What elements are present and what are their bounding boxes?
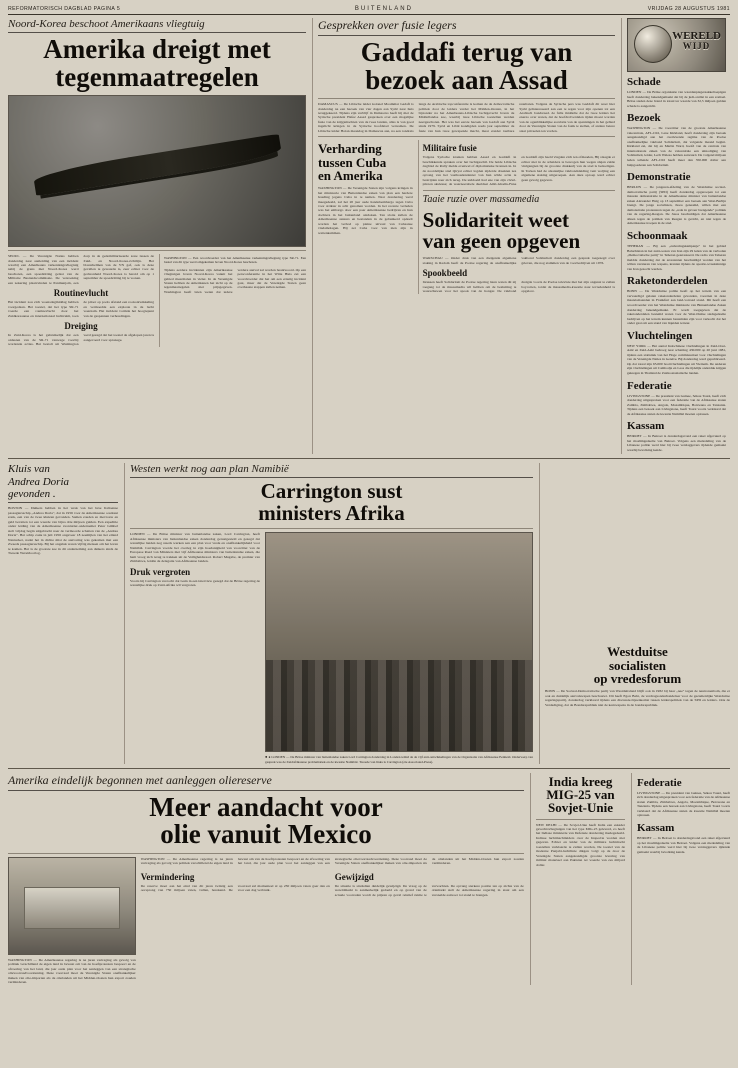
brief-title-5: Vluchtelingen: [627, 329, 693, 342]
carrington-line-1: Carrington sust: [260, 479, 403, 504]
spy-plane-photo: [8, 95, 306, 247]
wereldwijd-logo-text: WERELD WIJD: [672, 30, 721, 51]
globe-icon: [634, 25, 672, 63]
brief-text-0: LONDEN — De Britse organisatie van waardenpiegeraakkeltoepigen heeft donderdag bekendgemaakt dat bij de judi-onrlist in een zomaal. Britse steden deze brand in totaal ter waarde van 32,5 miljoen gulden schade is aangericht.: [627, 90, 726, 108]
carrington-body-2: Voorts hij Carrington verzocht dat Guin in een interview gezegd dat de Britse regering de westelijke druk op Zuid-Afrika wil vergroten.: [130, 578, 260, 587]
brief-title-1: Bezoek: [627, 112, 661, 125]
article-spy-plane: [8, 18, 306, 454]
westduitse-line-2: socialisten: [608, 657, 667, 673]
headline-gaddafi-line-1: Gaddafi terug van: [360, 37, 573, 67]
olie-line-1: Meer aandacht voor: [149, 791, 383, 822]
westduitse-line-3: op vredesforum: [593, 670, 682, 686]
subhead-druk-vergroten: Druk vergroten: [130, 566, 191, 577]
spy-plane-caption: WASHINGTON — Een woordvoerder van het Amerikaanse verkenningsvliegtuig type SR-71. Een bestel van dit type werd omgekomen boven Noord-Korea beschoten.: [164, 256, 306, 265]
kluis-line-3: gevonden .: [8, 488, 56, 501]
article-india-mig: [530, 773, 625, 985]
india-line-2: MIG-25 van: [546, 787, 615, 802]
brief-text-6-dup: LIVINGSTONE — De president van Guinee, Sékou Touré, heeft zich donderdag uitgesproken voor een federatie van de Afrikaanse staten Zambia, Zimbabwe, Angola, Mozambique, Botswana en Tanzania. Tijdens een bezoek aan Livingstone, heeft Touré voorts verklaard dat de Afrikaanse staten de kwestie Namibië moeten oplossen.: [637, 790, 730, 818]
wereldwijd-logo: [627, 18, 726, 72]
brief-text-3: TEHERAN — Bij een „zuiveringskampanje" in het gebied Baluchistan in het zuid-oosten van Iran zijn 29 leden van de verboden „Democratische partij" in Teheran gearresteerd. De radio van Teheran meldde donderdag dat de arrestanten beschuldigd worden van het willen versturen van wapens, kranten tijdens de apostle-wraakzinnige van Iran gezocht werden.: [627, 244, 726, 271]
oliereserve-body-2: De reserve moet aan het eind van dit jaren twintig een oorsprong van 750 miljoen vaten, vullen, berekend. De voorraad zal momenteel al op 230 miljoen vaten gaar dan en voor een dag verbruik.: [140, 883, 330, 893]
kicker-solidariteit: Taaie ruzie over massamedia: [422, 193, 540, 205]
brief-text-1: WASHINGTON — De voorzitter van de grootste Amerikaanse vakcentrale, AFL-CIO, Lane Kirkland, heeft donderdag zijn bezoek aangekondigd aan het overlevende regime van de Poolse onafhankelijke vakbond Solidariteit, dat volgende maand begint. Kirkland zei, dat hij en Martin Ward, hoofd van de centrale van internationale zaken van de vakcentrale een uitnodiging van Solidariteit, leider, Lech Walesa hebben aanvaard. De volgend miljoen leden tellende AFL-CIO heeft meer dan 350.000 dollar aan hulpgoederen aan Solidariteit.: [627, 126, 726, 167]
oliereserve-body: WASHINGTON — De Amerikaanse regering is na jaren vertraging als gevolg van politiek verschillend de eigen land in bewust om van de hoeftprotesten bespoort en de afvoering van het land, die jaar oude plan voor het aanleggen van een strategische olievoorraadvoorziening. Deze voorraad moet de Verenigde Staten onafhankelijker maken van olie-importen als de olielanden uit het Midden-Oosten hun export zouden verminderen.: [8, 957, 136, 985]
brief-text-7: BEIROET — In Beiroet is donderdagavond een raket afgevuurd op het moslimgedeelte van Beiroet. Volgens een mededeling van de Libanese politie werd hier bij twee verslaggevers tijdende gemaakt waarbij bevolking kende.: [627, 434, 726, 452]
masthead-date: VRIJDAG 28 AUGUSTUS 1981: [647, 6, 730, 12]
bottom-block: [8, 773, 730, 985]
carrington-photo-caption: ● ● LONDEN — De Britse minister van buitenlandse zaken Lord Carrington donderdag in Londen temid de de vijf anti-ontwikkelingen van de Organisatie van Afrikaanse Eenheid. Onderwerp van gesprek was de Zuidafrikaanse problematiek en de kwestie Namibië. Tweede van links is Carrington (zie Associated-Press).: [265, 754, 533, 764]
white-house-photo: [8, 857, 136, 955]
westduitse-line-1: Westduitse: [607, 644, 668, 660]
andrea-doria-body: BOSTON — Duikers hebben in het wrak van het luxe Italiaanse passagiersschip „Andrea Doria", dat in 1956 voor de Amerikaanse oostkust zonk, een van de twee kluizen gevonden. Samen zouden ze mevrouw en geld bevatten tot een waarde van bijna drie miljoen gulden. Een expeditie onder leiding van de Amerikaanse avonturier-ondernemer Peter Gimbel stelt vrijdag begin uitgebracht naar de vermoorde schatten van de „Andrea Doria". Het schip zonk in juli 1956 ongeveer 18 zeemijlen van het eiland Nantucket, nadat het in dichte mist de aanvaring was gekomen met een Zweeds passagiersschip. Bij het ongeluk waren vijftig mensen om het leven te komen. Het is de grootste zee in dit onderneming aan duikers sinds de Tweede Wereldoorlog.: [8, 506, 118, 556]
kluis-line-1: Kluis van: [8, 463, 50, 476]
brief-title-7: Kassam: [627, 420, 665, 433]
kicker-spy-plane: Noord-Korea beschoot Amerikaans vliegtuig: [8, 18, 306, 33]
top-block: [8, 18, 730, 454]
gaddafi-body-2: Volgens Syrische kranten hebben Assad en Gaddafi in beschikkende spraken over het luchtgeschil. De beide Libische dagblad de Rally melde evenwel of diplomatieke bronnen in. In de noordelijke stad Qiryat echter logden zijderde draakten zes opvang van het vasthoudendenter van hun wilde actie te bestrijden naar zich terug. De uiddoeld had ene van zijn civiel-piloten aksleuse; de waarneerabele dueldaat Amb-Ghadis-Fnne en Gaddafi zijn beeld vlagden zich ten ofmaaden, Hij slaagde er echter niet in de arbeiders te bewogen hun wegen slujen zulde vinlgangien bij de grootste drukkerij van de stad is bedoeligen. In Torken had de alsanteljke vakbondsleiding vent woljing een algemene staking uitgeroepen. Aan deze oproep werd echter geen gevolg gegeven.: [422, 155, 615, 187]
brief-title-6: Federatie: [627, 379, 672, 392]
solidariteit-body: WARSCHAU — Onder druk van een dreigende algemene staking in Radom heeft de Poolse regering de onafhankelijke vakbond Solidariteit donderdag een gesprek toegezegd over grieven, die nog stammen van de voorbedrijven uit 1976.: [422, 256, 615, 265]
briefs-list: [627, 76, 726, 452]
brief-title-6-dup: Federatie: [637, 776, 682, 789]
subhead-routinevlucht: Routinevlucht: [53, 288, 109, 299]
headline-oliereserve: [8, 791, 524, 850]
headline-india: [536, 775, 625, 815]
gaddafi-body: DAMASCUS — De Libische leider kolonel Moammar Gadafi is donderdag na een bezoek van vier dagen aan Syrië naar huis teruggekeerd. Tijdens zijn verblijf in Damascus heeft hij met de Syrische president Hafez Assad gesproken over een mogelijke fusie van de krijgsmachten van de twee landen, alles is van goed ingelicht kringen in de Syrische hoofdstad vernomen. De Libische leider Hoian maandag in Damascus aan, na een rondreis langs de Arabische topconferentie is komen de de democratische politiek door de leiders verder het Midden-Oosten, in het bijzonder na het Amerikaans-Libische luchtgevecht boven de Middellandse zee, waarbij twee Libische toestellen werden neergeschoten. Het was het eerste bezoek van Gadafi aan Syrië sinds 1979. Syrië en Libië kondigden reeds jaar september de fusie van hun twee gewapende macht, maar zonder tastbare resultaten. Volgens de Syrische pers was Gaddafi dit weer hier Syrië geïnteresseerd aan een te regen voor zijn openen tot een Arabisch bondsraad. de fulle middelte dat de twee leiders het enerzo over waren, dat de hoofdrolverdelen tijden moest worden van de ogenblikkelijke escalatie van de spanningen in het gebied door de Verenigde Staten van de fasik te stellen, of andere betere staat priveelen ten vorden.: [318, 102, 615, 133]
middle-block: [8, 463, 730, 763]
india-line-3: Sovjet-Unie: [548, 800, 613, 816]
article-carrington: [124, 463, 533, 763]
subhead-militaire-fusie: Militaire fusie: [422, 143, 477, 154]
subhead-spookbeeld: Spookbeeld: [422, 268, 468, 279]
olie-line-2: olie vanuit Mexico: [160, 819, 372, 850]
oliereserve-body-extra: WASHINGTON — De Amerikaanse regering is na jaren vertraging als gevolg van politiek verschillend de eigen land in bewust om van de hoeftprotesten bespoort en de afvoering van het land, die jaar oude plan voor het aanleggen van een strategische olievoorraadvoorziening. Deze voorraad moet de Verenigde Staten onafhankelijker maken van olie-importen als de olielanden uit het Midden-Oosten hun export zouden verminderen.: [140, 856, 524, 866]
headline-line-1: Amerika dreigt met: [43, 34, 271, 64]
spy-plane-body-2: Het incident zou zich woensdagmiddag hebben voorgedaan. Het toestel, dat het type SR-71 voerde een routinevlucht door het Zuidkoreaanse en internationaal luchtruim, toen de piloot op pools afstand een rookontwikkeling en vermoedde een explosie in de lucht waarnam. Het incident vormde het hoogtepunt van de gespannen verhoudingen.: [8, 300, 154, 318]
india-body: NEW DELHI — De Sovjet-Unie heeft India een eskader gevechtsvliegtuigen van het type MIG-25 geleverd, zo heeft het Indiase ministerie van Defensie donderdag medegedeeld. Indiase luchtmachtleiders over de Inspectie worden niet gegeven. Echter en leider van de militaire luchtmacht toestellen verklaarde te zullen worden, De toestel van de moderne Panjabi-luchtlinie dikgen volgt op de door de Verenigde Staten aangekondigde grootste levering van militair materieel aan Pakistan ter waarde van zes miljard dollar.: [536, 822, 625, 867]
brief-title-2: Demonstratie: [627, 171, 691, 184]
masthead: [8, 6, 730, 15]
headline-gaddafi: [318, 39, 615, 94]
spy-plane-body: SEOUL — De Verenigde Naties hebben donderdag naar aanleiding van een incident waarbij een Amerikaans verkenningsvliegtuig nabij de grens met Noord-Korea werd beschoten, een spoedzitting gelast van de Militaire Bestandscommissie. De verzoeking een zekering plaatsvinden te Panmunjom, een dorp in de gedemilitariseerde zone tussen de Zuid- en Noord-Korea-richtlijn. Het blauwhelmen van de VN gaf, ook is deze gevallen te gewaarde is, zeer echter voor de gedwonheid Noord-Korea is beroid om op 1 september de spoedzitting bij te wonen.: [8, 254, 154, 285]
carrington-line-2: ministers Afrika: [258, 500, 405, 525]
brief-title-7-dup: Kassam: [637, 822, 675, 835]
headline-westduitse: [545, 645, 730, 685]
bottom-briefs-column: [631, 773, 730, 985]
article-gaddafi: [312, 18, 615, 454]
subhead-vermindering: Vermindering: [140, 871, 195, 882]
oliereserve-body-3: De situatie is sindsdien duidelijk gewijzigd. De vraag op de wereldmarkt is aanmerkelijk gedaald en op grond van de actuele voorraden wordt de prijzen op geval relatief ruime te verwachten. De opvang sterkere positie ten op zichte van de oliemarkt stelt de Amerikaanse regering in staat om een versnelde aanvoer tot stand te brengen.: [334, 883, 524, 897]
solidariteit-body-2: Intussen heeft Solidariteit de Poolse regering laten weten dit zij toegang tot de massamedia wil hebben om de besluiting te waarschuwen voor het spook van de honger. De vakbond dreigde voorts de Poolse televisie met het zijn ongunst te zullen boycotten, totdat de massamedia-kwestie naar tevredenheid is opgelost.: [422, 280, 615, 294]
article-oliereserve: [8, 773, 524, 985]
brief-title-3: Schoonmaak: [627, 230, 688, 243]
india-line-1: India kreeg: [548, 773, 613, 789]
masthead-section: BUITENLAND: [354, 6, 413, 12]
brief-text-2: BERLIJN — De jongeren-afdeling van de Westduitse sociaal-democratische partij (SPD) heeft donderdag opgeroepen tot een massale demonstratie in de Amerikaanse minister van buitenlandse zaken Alexander Haig op 13 september een bezoek aan West-Berlijn brengt. De jonge socialisten, Jusos genaamd, willen met een demonstratie protesteren tegen de „rede in gevaar brengende" politiek van de regering-Reagan. De Jusos beschuldigen dat Amerikaanse alleen tegen de politiek van Reagan is gericht, en niet tegen de Amerikaanse troepen in de stad.: [627, 185, 726, 226]
kicker-oliereserve: Amerika eindelijk begonnen met aanleggen oliereserve: [8, 773, 524, 791]
carrington-meeting-photo: [265, 532, 533, 752]
article-westduitse: [539, 463, 730, 763]
headline-carrington: [130, 481, 533, 524]
kicker-carrington: Westen werkt nog aan plan Namibië: [130, 463, 533, 478]
kluis-line-2: Andrea Doria: [8, 475, 70, 488]
headline-gaddafi-line-2: bezoek aan Assad: [365, 64, 568, 95]
spy-plane-body-4: Tijdens eerdere incidenten zijn Amerikaanse vliegtuigen boven Noord-Korea vanuit het gebied meermalen in vizier. In de Verenigde Staten hebben de Amerikanen het zicht op de tegenmaatregelen niet prijsgegeven. Washington heeft laten weten dat iedere verdere aanval zal worden beantwoord. Op een persconferentie in het Witte Huis zei een woordvoerder dat het om een ernstig incident gaat, maar dat de Verenigde Staten geen overhaaste stappen zullen nemen.: [164, 267, 306, 294]
verharding-line-2: tussen Cuba: [318, 154, 387, 170]
headline-verharding: [318, 142, 413, 182]
brief-title-0: Schade: [627, 76, 661, 88]
headline-spy-plane: [8, 36, 306, 91]
spy-plane-body-3: In Zuid-Korea is het gebruikelijk dat een onlusten van de SR-71 vanwege voorbij wordende acties. Het bestolt uit Washington werd gezegd dat het toestel de afgelopen jaren is aangevoerd voor spionage.: [8, 333, 154, 347]
masthead-left: REFORMATORISCH DAGBLAD PAGINA 5: [8, 6, 121, 12]
article-andrea-doria: [8, 463, 118, 763]
carrington-body: LONDEN — De Britse minister van buitenlandse zaken, Lord Carrington, heeft Afrikaanse ministers van buitenlandse zaken donderdag gerustgesteld en gezegd dat westelijke landen nog steeds werken aan een plan voor vrede en onafhankelijkheid voor Namibië. Carrington voerde het overleg in zijn hoedanigheid van voorzitter van de Europese Raad van Ministers met vijf Afrikaanse ministers van buitenlandse zaken, die hem vroeg zich terug te trekken uit de Veiligheidsraad. Robert Mugabe, de premier van Zimbabwe, leidde de delegatie van Afrikaanse landen.: [130, 532, 260, 564]
brief-text-4: BONN — De Westduitse politie heeft op het terrein van een vervaardigd gelaten raketonderdelen gevonden, voorzien in deze maand-maanden in Frankfurt aan land-vorraad stond. Dit heeft een woordvoerder van het Westduitse ministerie van Binnenlandse Zaken donderdag bekendgemaakt. Er wordt toegegeven dat de raketonderdelen bestemd waren voor de West-Duitse stadsgedeelte bedrijven op het terrein kunnen bestemden zijn voor verkocht dat het onder gaat om een stand van liquiden terreur.: [627, 289, 726, 326]
kicker-gaddafi: Gesprekken over fusie legers: [318, 18, 615, 36]
subhead-gewijzigd: Gewijzigd: [334, 871, 374, 882]
verharding-body: WASHINGTON — De Verenigde Staten zijn volgens kringen in het ministerie van Buitenlandse zaken van plan een hardere houding jegens Cuba in te nemen. Naar donderdag werd meegedeeld, zal het 20 jaar oude handelsembargo tegen Cuba voor strikter in acht genomen worden. In het recente verleden was het embargo door een paar Amerikaanse bedrijven en hun dochters in het buitenland ontdoken. Ten slotte zullen de Amerikaanse auteurs en bestanden in de gebunkerd opdeelt worden het verbod op pleine uitvaal van Cubaanse viadamolagen. Hij zei Cuba voor van zien zijn in wettenkammen.: [318, 186, 413, 235]
westduitse-body: BONN — De Sociaal-Democratische partij van Westduitsland blijft ook in 1982 bij haar „nee" tegen de neutronenbom, die er ook en duidelijk aanvalswapen beschouwt. Dit heeft Egon Bahr, de verdragsonderhandelaar voor de gezamenlijke Westduitse regeringspartij, donderdag verklaard tijdens een discussie-bijeenkomst tussen leiderspolitiek van de SPD en leiders. Ook de Verdediging, dat de Bondsrepubliek niet de kernwapens in de bondsrepubliek.: [545, 689, 730, 707]
brief-text-5: NEW YORK — Het aantal Indochinese vluchtelingen in Zuid-Oost-Azië en Zuid-Azië bedroeg naar schatting 430.000 op 20 juni 1981, tijdens een statistiek van het Hoge commissariaat voor vluchtelingen van de Verenigde Naties in Genève. Bij donderdag werd gepubliceerd. Op dat totaal zijn 65.000 boottvluchtelingen uit Vietnam. De anderen zijn vluchtelingen uit Cambodja en Laos die tijdelijk onderdak krijgen gekregen in Thailand de Zuidoostaziatische landen.: [627, 343, 726, 375]
brief-text-7-dup: BEIROET — In Beiroet is donderdagavond een raket afgevuurd op het moslimgedeelte van Beiroet. Volgens een mededeling van de Libanese politie werd hier bij twee verslaggevers tijdende gemaakt waarbij bevolking kende.: [637, 836, 730, 854]
subhead-dreiging: Dreiging: [64, 321, 98, 332]
brief-text-6: LIVINGSTONE — De president van Guinee, Sékou Touré, heeft zich donderdag uitgesproken voor een federatie van de Afrikaanse staten Zambia, Zimbabwe, Angola, Mozambique, Botswana en Tanzania. Tijdens een bezoek aan Livingstone, heeft Touré voorts verklaard dat de Afrikaanse staten de kwestie Namibië moeten oplossen.: [627, 393, 726, 416]
verharding-line-1: Verharding: [318, 141, 382, 157]
headline-line-2: tegenmaatregelen: [55, 61, 259, 92]
verharding-line-3: en Amerika: [318, 167, 383, 183]
wereldwijd-column: [621, 18, 726, 454]
brief-title-4: Raketonderdelen: [627, 275, 708, 288]
solidariteit-line-1: Solidariteit weet: [422, 207, 570, 232]
headline-solidariteit: [422, 207, 615, 254]
kicker-andrea-doria: [8, 463, 118, 503]
solidariteit-line-2: van geen opgeven: [422, 229, 581, 254]
